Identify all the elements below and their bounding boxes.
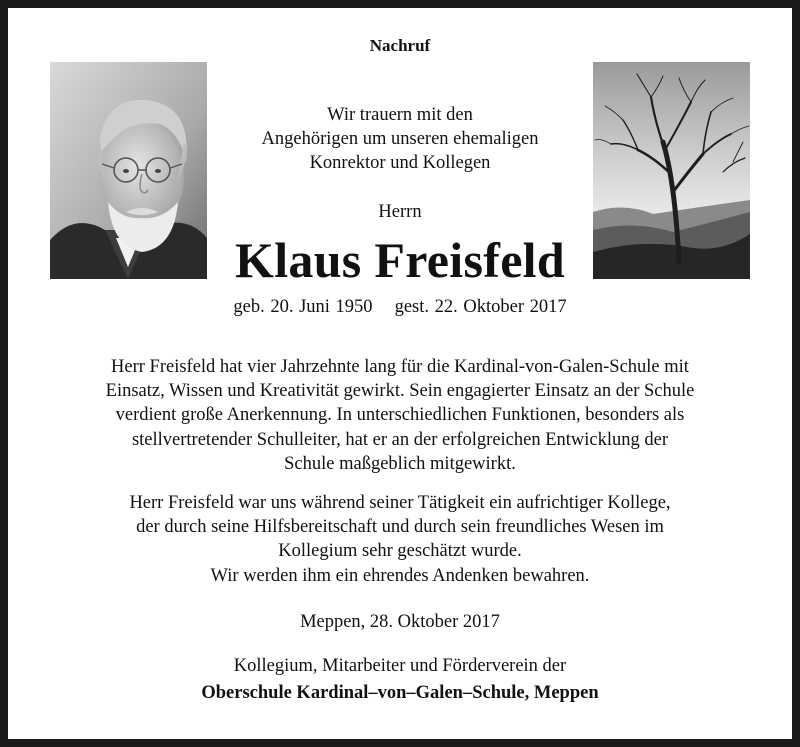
paragraph-line: Herr Freisfeld hat vier Jahrzehnte lang für die Kardinal-von-Galen-Schule mit [111, 357, 689, 377]
signature-line-1: Kollegium, Mitarbeiter und Förderverein der [233, 656, 567, 676]
salutation: Herrn [378, 202, 422, 222]
intro-text [8, 103, 792, 175]
notice-heading: Nachruf [369, 36, 431, 55]
place-and-date: Meppen, 28. Oktober 2017 [300, 612, 500, 632]
death-date: gest. 22. Oktober 2017 [394, 297, 567, 317]
paragraph-line: Schule maßgeblich mitgewirkt. [284, 453, 516, 474]
paragraph-line: stellvertretender Schulleiter, hat er an der erfolgreichen Entwicklung der [131, 429, 669, 450]
intro-line: Wir trauern mit den [327, 105, 473, 125]
deceased-name: Klaus Freisfeld [235, 232, 565, 288]
signature-line-2: Oberschule Kardinal–von–Galen–Schule, Meppen [201, 683, 599, 703]
tribute-paragraph-2 [8, 491, 792, 564]
life-dates [8, 297, 792, 318]
paragraph-line: Einsatz, Wissen und Kreativität gewirkt. Sein engagierter Einsatz an der Schule [105, 381, 695, 402]
paragraph-line: Kollegium sehr geschätzt wurde. [278, 541, 522, 562]
tribute-paragraph-3: Wir werden ihm ein ehrendes Andenken bewahren. [210, 566, 590, 586]
birth-date: geb. 20. Juni 1950 [233, 297, 373, 317]
intro-line: Angehörigen um unseren ehemaligen [261, 129, 539, 149]
intro-line: Konrektor und Kollegen [309, 153, 491, 173]
paragraph-line: Herr Freisfeld war uns während seiner Tätigkeit ein aufrichtiger Kollege, [129, 493, 671, 513]
paragraph-line: verdient große Anerkennung. In unterschiedlichen Funktionen, besonders als [115, 405, 685, 426]
paragraph-line: der durch seine Hilfsbereitschaft und durch sein freundliches Wesen im [136, 517, 664, 538]
tribute-paragraph-1 [8, 355, 792, 476]
